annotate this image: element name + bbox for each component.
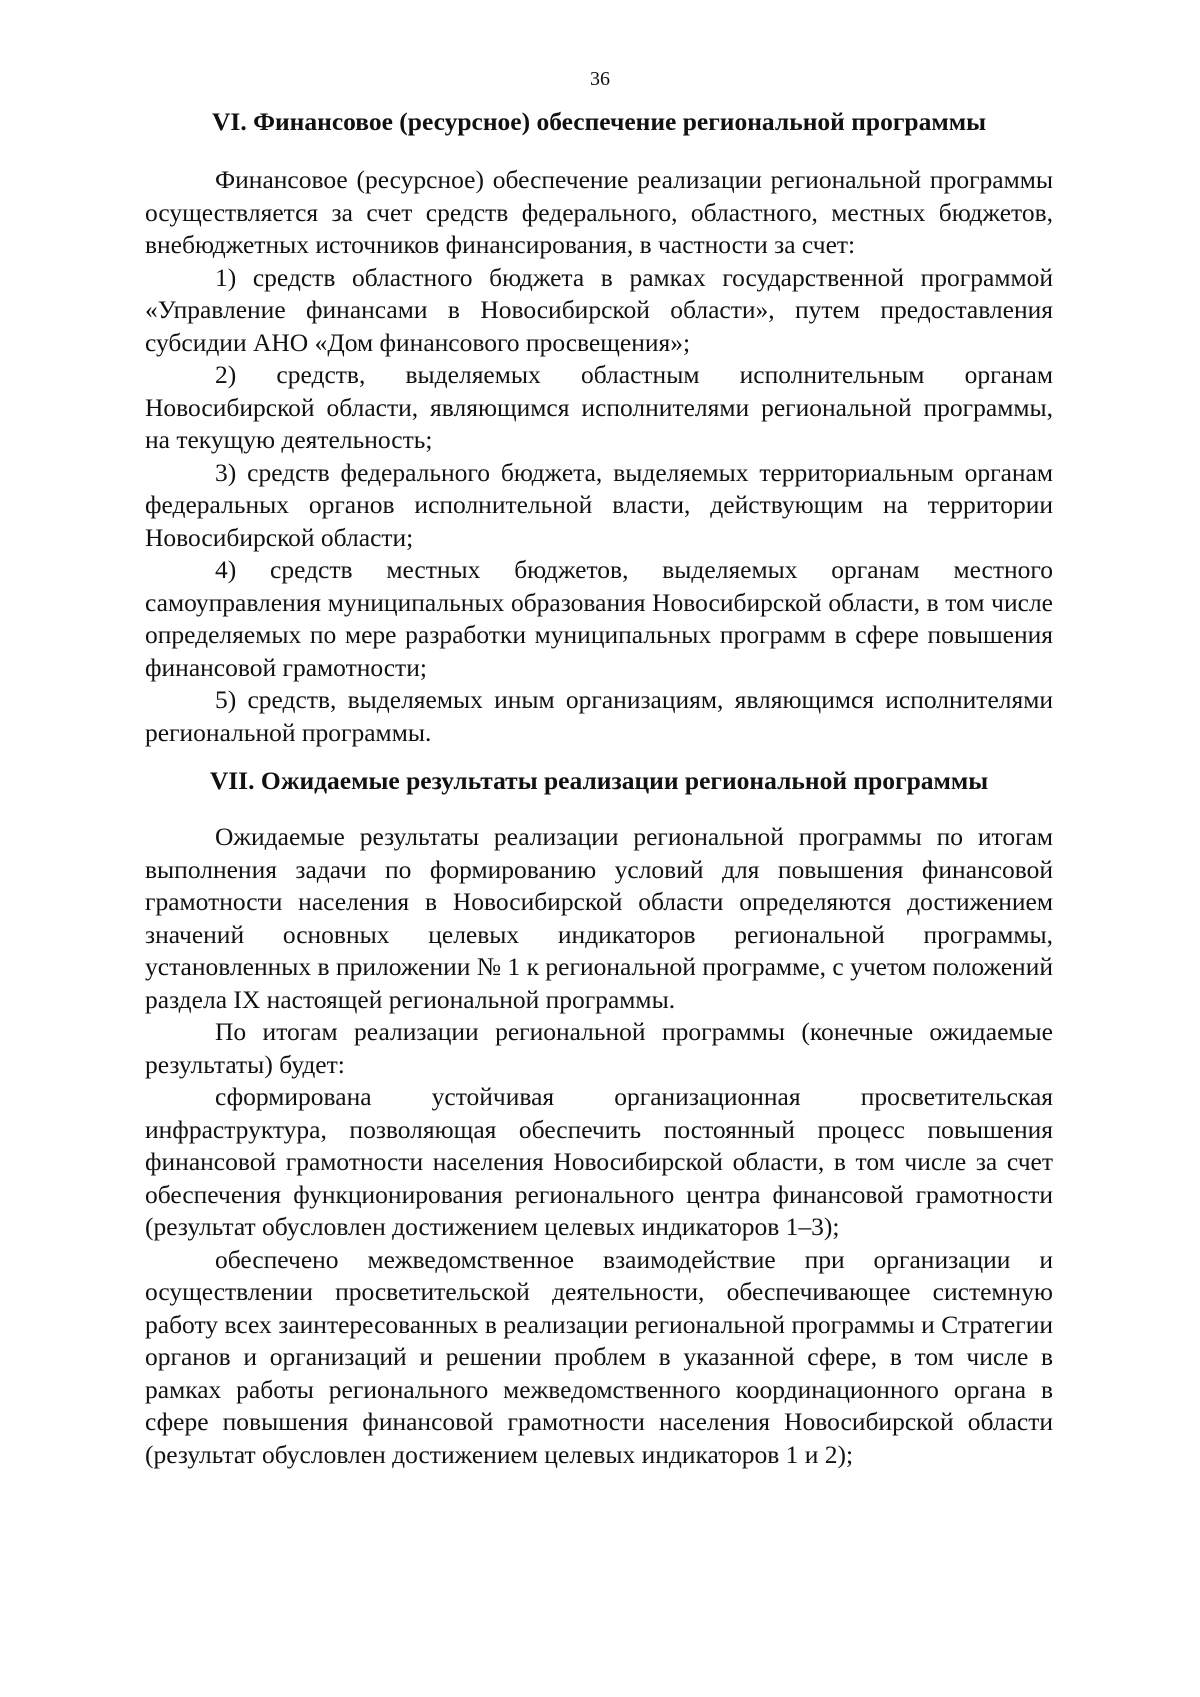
results-lead-paragraph: По итогам реализации региональной программы (конечные ожидаемые результаты) будет:: [145, 1017, 1053, 1079]
funding-source-item-3: 3) средств федерального бюджета, выделяемых территориальным органам федеральных органов исполнительной власти, действующим на территории Новосибирской области;: [145, 457, 1053, 552]
section-6-intro-paragraph: Финансовое (ресурсное) обеспечение реализации региональной программы осуществляется за счет средств федерального, областного, местных бюджетов, внебюджетных источников финансирования, в частности за счет:: [145, 165, 1053, 259]
expected-result-item-1: сформирована устойчивая организационная просветительская инфраструктура, позволяющая обеспечить постоянный процесс повышения финансовой грамотности населения Новосибирской области, в том числе за счет обеспечения функционирования регионального центра финансовой грамотности (результат обусловлен достижением целевых индикаторов 1–3);: [145, 1082, 1053, 1241]
section-6-heading: VI. Финансовое (ресурсное) обеспечение региональной программы: [212, 107, 986, 136]
section-7-intro-paragraph: Ожидаемые результаты реализации региональной программы по итогам выполнения задачи по формированию условий для повышения финансовой грамотности населения в Новосибирской области определяются достижением значений основных целевых индикаторов региональной программы, установленных в приложении № 1 к региональной программе, с учетом положений раздела IX настоящей региональной программы.: [145, 822, 1053, 1014]
section-7-body: [145, 821, 1053, 1471]
funding-source-item-2: 2) средств, выделяемых областным исполнительным органам Новосибирской области, являющимся исполнителями региональной программы, на текущую деятельность;: [145, 360, 1053, 454]
expected-result-item-2: обеспечено межведомственное взаимодействие при организации и осуществлении просветительской деятельности, обеспечивающее системную работу всех заинтересованных в реализации региональной программы и Стратегии органов и организаций и решении проблем в указанной сфере, в том числе в рамках работы регионального межведомственного координационного органа в сфере повышения финансовой грамотности населения Новосибирской области (результат обусловлен достижением целевых индикаторов 1 и 2);: [145, 1244, 1053, 1469]
funding-source-item-1: 1) средств областного бюджета в рамках государственной программой «Управление финансами в Новосибирской области», путем предоставления субсидии АНО «Дом финансового просвещения»;: [145, 262, 1053, 357]
page-number: 36: [590, 68, 610, 90]
section-7-heading: VII. Ожидаемые результаты реализации региональной программы: [209, 766, 989, 795]
funding-source-item-4: 4) средств местных бюджетов, выделяемых органам местного самоуправления муниципальных образования Новосибирской области, в том числе определяемых по мере разработки муниципальных программ в сфере повышения финансовой грамотности;: [145, 555, 1053, 682]
funding-source-item-5: 5) средств, выделяемых иным организациям, являющимся исполнителями региональной программы.: [145, 685, 1053, 747]
section-6-body: [145, 164, 1053, 749]
